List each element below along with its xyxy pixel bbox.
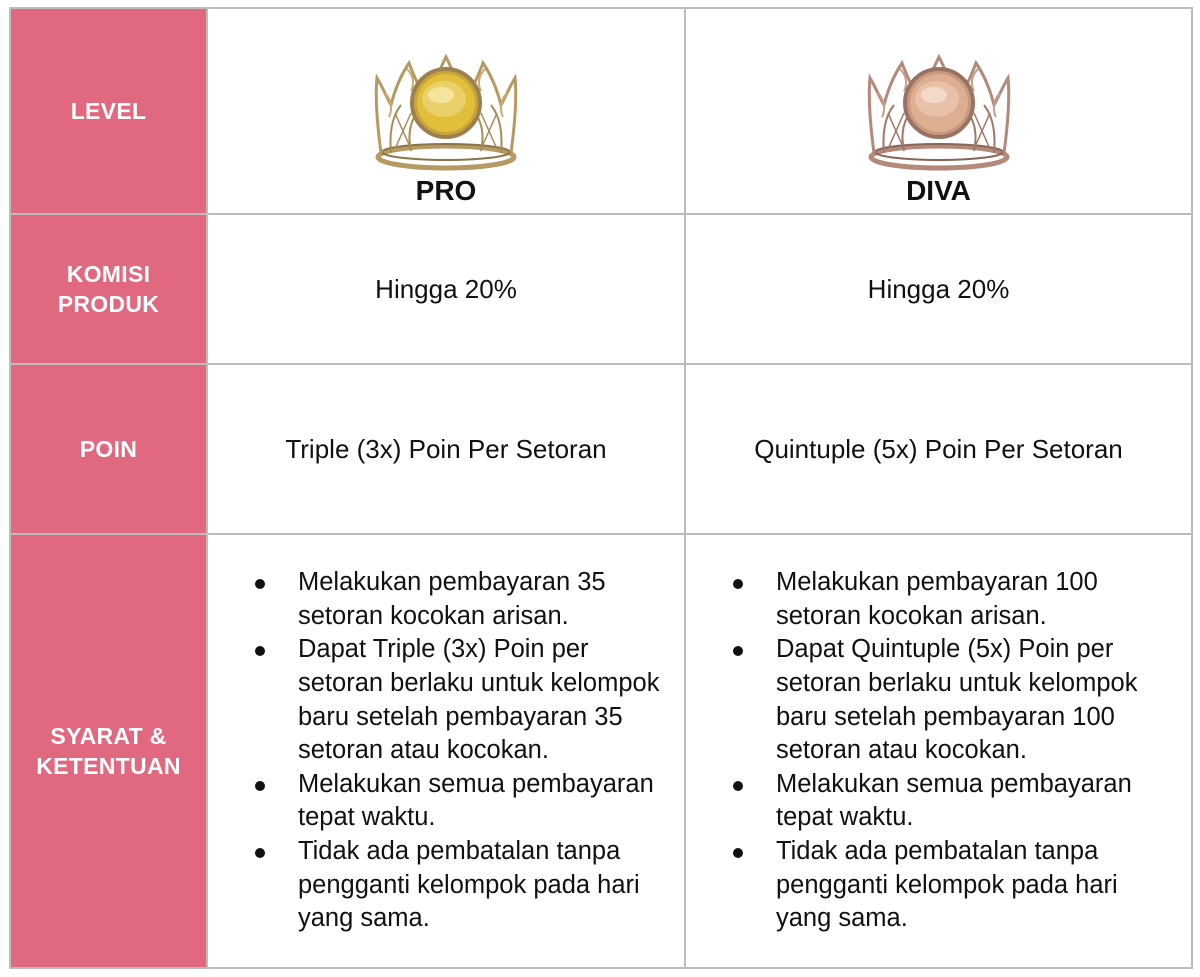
pro-terms-cell xyxy=(207,534,685,968)
membership-tier-table xyxy=(9,7,1193,969)
level-label xyxy=(10,8,207,214)
gold-crown-icon xyxy=(371,53,521,173)
term-item: Melakukan semua pembayaran tepat waktu. xyxy=(208,768,664,835)
komisi-label xyxy=(10,214,207,364)
syarat-label-line: SYARAT & xyxy=(50,723,167,749)
poin-row xyxy=(10,364,1192,534)
pro-poin-value: Triple (3x) Poin Per Setoran xyxy=(207,364,685,534)
pro-level-cell xyxy=(207,8,685,214)
diva-terms-list xyxy=(686,566,1191,936)
term-item: Melakukan pembayaran 35 setoran kocokan arisan. xyxy=(208,566,664,633)
syarat-row xyxy=(10,534,1192,968)
term-item: Tidak ada pembatalan tanpa pengganti kelompok pada hari yang sama. xyxy=(208,835,664,936)
level-label-text: LEVEL xyxy=(70,98,147,124)
term-item: Dapat Triple (3x) Poin per setoran berlaku untuk kelompok baru setelah pembayaran 35 setoran atau kocokan. xyxy=(208,633,664,767)
pro-komisi-value: Hingga 20% xyxy=(207,214,685,364)
term-item: Melakukan pembayaran 100 setoran kocokan arisan. xyxy=(686,566,1169,633)
syarat-label-line: KETENTUAN xyxy=(36,753,181,779)
term-item: Tidak ada pembatalan tanpa pengganti kelompok pada hari yang sama. xyxy=(686,835,1169,936)
komisi-label-line: PRODUK xyxy=(57,291,160,317)
diva-poin-value: Quintuple (5x) Poin Per Setoran xyxy=(685,364,1192,534)
poin-label xyxy=(10,364,207,534)
term-item: Dapat Quintuple (5x) Poin per setoran berlaku untuk kelompok baru setelah pembayaran 100 setoran atau kocokan. xyxy=(686,633,1169,767)
diva-terms-cell xyxy=(685,534,1192,968)
pro-terms-list xyxy=(208,566,684,936)
diva-komisi-value: Hingga 20% xyxy=(685,214,1192,364)
poin-label-text: POIN xyxy=(79,436,138,462)
diva-tier-name: DIVA xyxy=(906,175,971,206)
term-item: Melakukan semua pembayaran tepat waktu. xyxy=(686,768,1169,835)
syarat-label xyxy=(10,534,207,968)
level-row xyxy=(10,8,1192,214)
diva-level-cell xyxy=(685,8,1192,214)
rose-gold-crown-icon xyxy=(864,53,1014,173)
pro-tier-name: PRO xyxy=(415,175,477,206)
komisi-row xyxy=(10,214,1192,364)
komisi-label-line: KOMISI xyxy=(66,261,151,287)
